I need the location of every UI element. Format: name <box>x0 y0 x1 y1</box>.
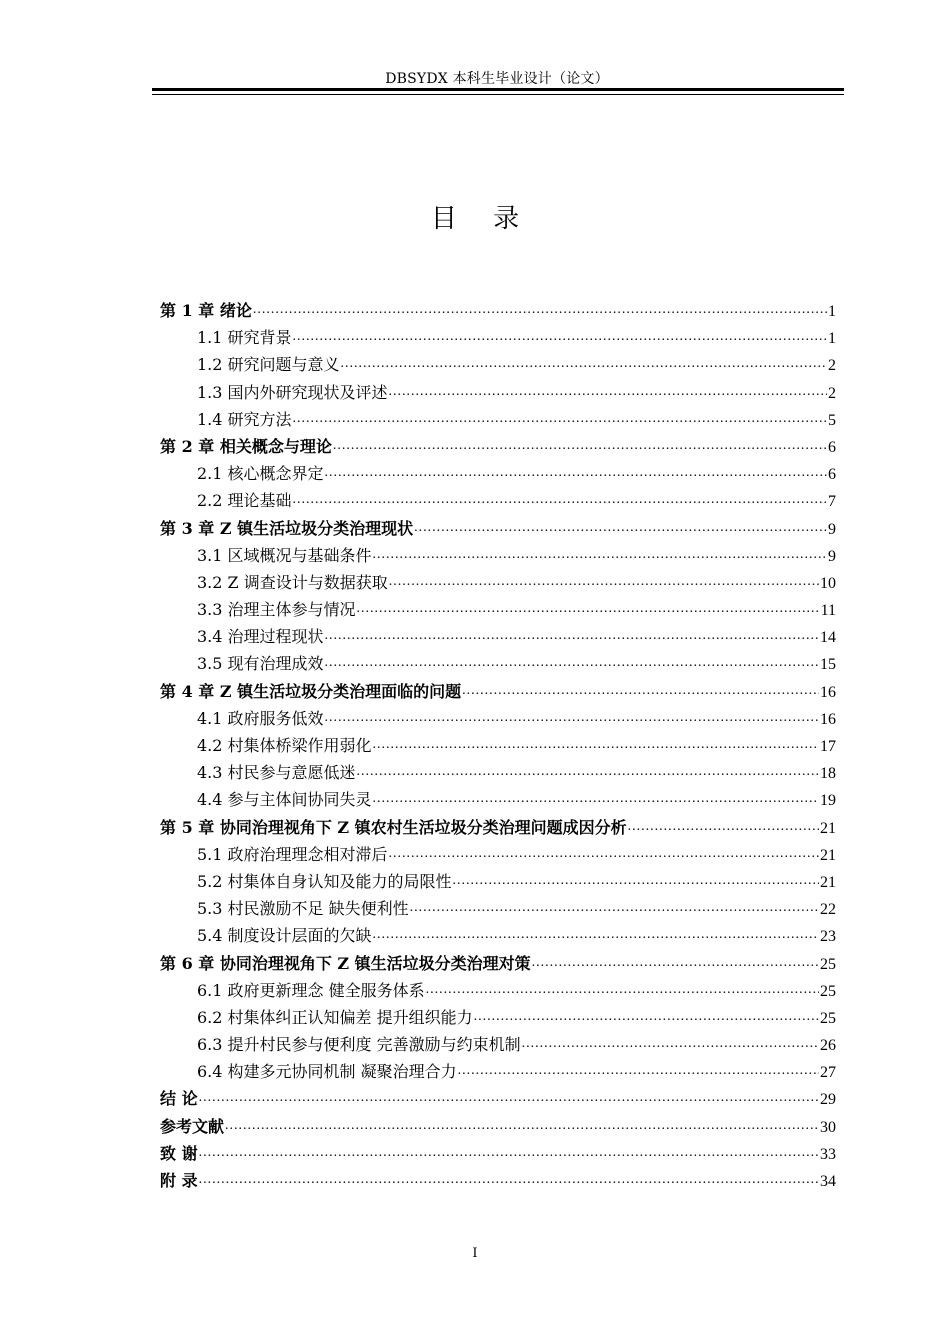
toc-entry-label: 1.4 研究方法 <box>197 409 292 429</box>
toc-entry-page: 25 <box>820 955 836 973</box>
toc-entry-label: 1.1 研究背景 <box>197 328 292 348</box>
toc-leader-dots <box>458 1061 819 1077</box>
toc-entry-label: 4.3 村民参与意愿低迷 <box>197 763 356 783</box>
toc-entry-label: 4.2 村集体桥梁作用弱化 <box>197 736 372 755</box>
toc-leader-dots <box>253 300 827 316</box>
toc-entry-label: 第 3 章 Z 镇生活垃圾分类治理现状 <box>160 518 414 538</box>
toc-entry-section[interactable] <box>160 706 836 733</box>
toc-entry-label: 3.4 治理过程现状 <box>197 627 324 647</box>
toc-entry-label: 致 谢 <box>160 1143 198 1163</box>
page-title: 目 录 <box>430 204 534 234</box>
toc-leader-dots <box>522 1034 819 1050</box>
toc-entry-page: 25 <box>820 982 836 1000</box>
toc-entry-page: 27 <box>820 1064 836 1082</box>
toc-entry-page: 9 <box>828 520 836 538</box>
toc-leader-dots <box>453 871 819 887</box>
toc-entry-page: 25 <box>820 1009 836 1027</box>
toc-leader-dots <box>225 1116 819 1132</box>
toc-entry-label: 6.1 政府更新理念 健全服务体系 <box>197 980 425 1000</box>
toc-entry-section[interactable] <box>160 461 836 488</box>
toc-entry-label: 3.2 Z 调查设计与数据获取 <box>197 572 388 592</box>
toc-entry-page: 33 <box>820 1145 836 1163</box>
toc-leader-dots <box>373 925 819 941</box>
toc-entry-label: 第 5 章 协同治理视角下 Z 镇农村生活垃圾分类治理问题成因分析 <box>160 817 627 837</box>
toc-leader-dots <box>389 382 827 398</box>
toc-entry-section[interactable] <box>160 597 836 624</box>
toc-entry-section[interactable] <box>160 624 836 651</box>
toc-leader-dots <box>410 898 819 914</box>
running-header: DBSYDX 本科生毕业设计（论文） <box>385 71 609 87</box>
toc-entry-chapter[interactable] <box>160 1141 836 1168</box>
toc-entry-chapter[interactable] <box>160 1168 836 1195</box>
toc-entry-page: 1 <box>828 330 836 348</box>
toc-entry-label: 参考文献 <box>160 1116 225 1136</box>
toc-entry-label: 4.4 参与主体间协同失灵 <box>197 790 372 810</box>
toc-entry-label: 1.3 国内外研究现状及评述 <box>197 382 388 402</box>
toc-entry-label: 6.4 构建多元协同机制 凝聚治理合力 <box>197 1062 457 1082</box>
toc-entry-label: 2.1 核心概念界定 <box>197 464 324 484</box>
toc-entry-chapter[interactable] <box>160 298 836 325</box>
toc-entry-section[interactable] <box>160 978 836 1005</box>
toc-entry-label: 5.2 村集体自身认知及能力的局限性 <box>197 871 452 891</box>
toc-entry-page: 23 <box>820 928 836 946</box>
toc-leader-dots <box>325 653 819 669</box>
toc-entry-section[interactable] <box>160 896 836 923</box>
toc-leader-dots <box>474 1007 819 1023</box>
toc-entry-page: 18 <box>820 765 836 783</box>
toc-entry-section[interactable] <box>160 842 836 869</box>
toc-entry-section[interactable] <box>160 923 836 950</box>
toc-leader-dots <box>532 953 819 969</box>
toc-entry-chapter[interactable] <box>160 679 836 706</box>
toc-leader-dots <box>628 817 819 833</box>
toc-entry-section[interactable] <box>160 733 836 760</box>
toc-entry-page: 7 <box>828 493 836 511</box>
page-number: I <box>472 1246 478 1261</box>
toc-entry-label: 5.4 制度设计层面的欠缺 <box>197 926 372 946</box>
toc-entry-page: 22 <box>820 901 836 919</box>
toc-entry-chapter[interactable] <box>160 815 836 842</box>
toc-leader-dots <box>293 327 827 343</box>
toc-entry-label: 5.3 村民激励不足 缺失便利性 <box>197 899 409 919</box>
toc-entry-label: 结 论 <box>160 1089 198 1109</box>
toc-entry-page: 2 <box>828 357 836 375</box>
toc-entry-label: 6.3 提升村民参与便利度 完善激励与约束机制 <box>197 1035 521 1055</box>
toc-entry-page: 17 <box>820 738 836 755</box>
toc-entry-page: 26 <box>820 1037 836 1055</box>
toc-leader-dots <box>325 708 819 724</box>
toc-leader-dots <box>199 1088 819 1104</box>
toc-entry-section[interactable] <box>160 651 836 678</box>
toc-entry-page: 16 <box>820 710 836 728</box>
toc-entry-page: 2 <box>828 384 836 402</box>
table-of-contents <box>160 298 836 1195</box>
toc-entry-page: 19 <box>820 792 836 810</box>
toc-entry-label: 3.3 治理主体参与情况 <box>197 600 356 620</box>
toc-entry-page: 6 <box>828 466 836 484</box>
toc-entry-page: 21 <box>820 873 836 891</box>
toc-leader-dots <box>426 980 819 996</box>
toc-entry-page: 34 <box>820 1173 836 1190</box>
toc-entry-label: 1.2 研究问题与意义 <box>197 355 340 375</box>
toc-leader-dots <box>199 1170 819 1186</box>
toc-entry-label: 第 4 章 Z 镇生活垃圾分类治理面临的问题 <box>160 681 462 701</box>
toc-entry-section[interactable] <box>160 760 836 787</box>
toc-leader-dots <box>357 762 819 778</box>
toc-entry-label: 3.5 现有治理成效 <box>197 654 324 674</box>
toc-entry-section[interactable] <box>160 1032 836 1059</box>
toc-leader-dots <box>389 844 819 860</box>
toc-entry-label: 第 6 章 协同治理视角下 Z 镇生活垃圾分类治理对策 <box>160 953 531 973</box>
header-rule-thin <box>152 94 844 95</box>
toc-entry-label: 5.1 政府治理理念相对滞后 <box>197 844 388 864</box>
toc-leader-dots <box>325 626 819 642</box>
toc-entry-section[interactable] <box>160 488 836 515</box>
toc-entry-label: 6.2 村集体纠正认知偏差 提升组织能力 <box>197 1007 473 1027</box>
toc-entry-page: 21 <box>820 819 836 837</box>
toc-leader-dots <box>341 354 827 370</box>
toc-leader-dots <box>199 1143 819 1159</box>
toc-leader-dots <box>293 490 827 506</box>
toc-entry-section[interactable] <box>160 543 836 570</box>
toc-entry-page: 6 <box>828 438 836 456</box>
toc-entry-page: 1 <box>828 303 836 320</box>
toc-entry-section[interactable] <box>160 407 836 434</box>
toc-leader-dots <box>293 409 827 425</box>
toc-entry-page: 9 <box>828 547 836 565</box>
toc-entry-label: 4.1 政府服务低效 <box>197 708 324 728</box>
toc-entry-section[interactable] <box>160 869 836 896</box>
toc-entry-page: 10 <box>820 574 836 592</box>
toc-leader-dots <box>325 463 827 479</box>
toc-leader-dots <box>414 518 827 534</box>
toc-entry-page: 15 <box>820 656 836 674</box>
toc-leader-dots <box>373 789 819 805</box>
toc-entry-section[interactable] <box>160 352 836 379</box>
toc-entry-section[interactable] <box>160 325 836 352</box>
toc-entry-section[interactable] <box>160 380 836 407</box>
toc-leader-dots <box>373 545 827 561</box>
toc-entry-section[interactable] <box>160 1005 836 1032</box>
toc-entry-label: 2.2 理论基础 <box>197 491 292 511</box>
toc-entry-chapter[interactable] <box>160 1086 836 1113</box>
toc-entry-chapter[interactable] <box>160 434 836 461</box>
toc-entry-label: 第 1 章 绪论 <box>160 301 252 320</box>
toc-leader-dots <box>462 681 819 697</box>
toc-entry-page: 30 <box>820 1118 836 1136</box>
toc-entry-label: 3.1 区域概况与基础条件 <box>197 545 372 565</box>
toc-entry-section[interactable] <box>160 570 836 597</box>
toc-leader-dots <box>373 735 819 751</box>
toc-entry-page: 5 <box>828 411 836 429</box>
header-rule-thick <box>152 88 844 91</box>
toc-entry-label: 附 录 <box>160 1171 198 1190</box>
toc-entry-chapter[interactable] <box>160 1114 836 1141</box>
toc-entry-page: 11 <box>820 602 836 620</box>
toc-leader-dots <box>333 436 827 452</box>
toc-leader-dots <box>389 572 819 588</box>
toc-leader-dots <box>357 599 820 615</box>
toc-entry-chapter[interactable] <box>160 951 836 978</box>
toc-entry-page: 29 <box>820 1091 836 1109</box>
toc-entry-page: 14 <box>820 629 836 647</box>
toc-entry-page: 21 <box>820 846 836 864</box>
toc-entry-label: 第 2 章 相关概念与理论 <box>160 436 332 456</box>
toc-entry-section[interactable] <box>160 1059 836 1086</box>
toc-entry-chapter[interactable] <box>160 516 836 543</box>
toc-entry-page: 16 <box>820 683 836 701</box>
toc-entry-section[interactable] <box>160 787 836 814</box>
